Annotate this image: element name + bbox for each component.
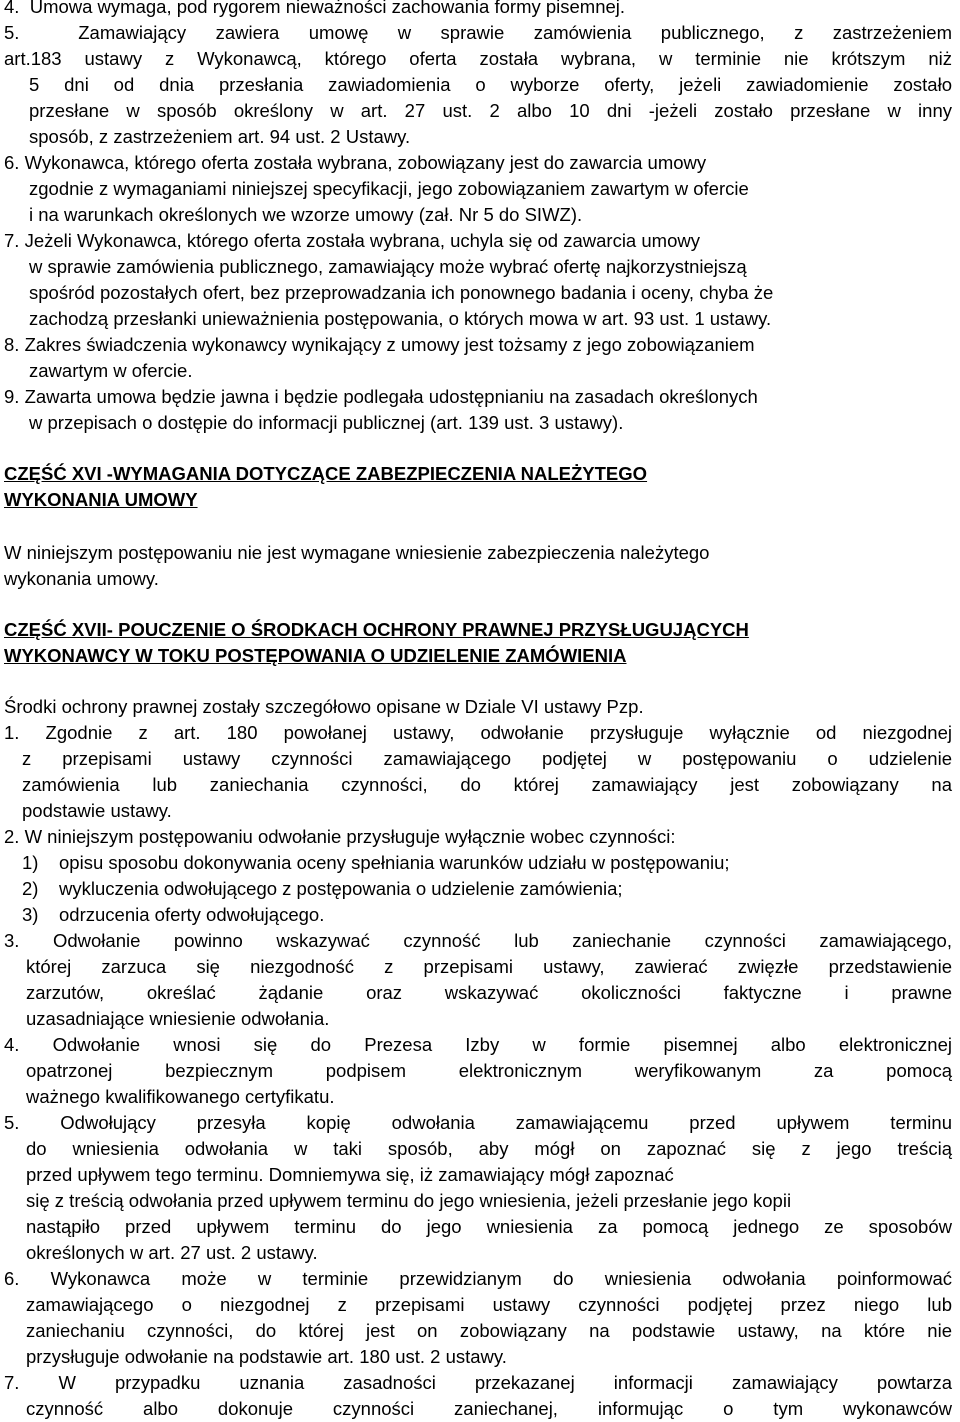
point-2-subitem-2: 2) wykluczenia odwołującego z postępowania o udzielenie zamówienia; [22,878,623,899]
item-9-line-1: 9. Zawarta umowa będzie jawna i będzie podlegała udostępnianiu na zasadach określonych [4,386,758,407]
item-5-line-4: przesłane w sposób określony w art. 27 ust. 2 albo 10 dni -jeżeli zostało przesłane w inny [29,100,952,121]
point-1-line-2: z przepisami ustawy czynności zamawiającego podjętej w postępowaniu o udzielenie [22,748,952,769]
point-5-line-1: 5. Odwołujący przesyła kopię odwołania zamawiającemu przed upływem terminu [4,1112,952,1133]
point-6-line-4: przysługuje odwołanie na podstawie art. 180 ust. 2 ustawy. [26,1346,507,1367]
section-xvi-body-line-1: W niniejszym postępowaniu nie jest wymagane wniesienie zabezpieczenia należytego [4,542,710,563]
point-5-line-2: do wniesienia odwołania w taki sposób, aby mógł on zapoznać się z jego treścią [26,1138,952,1159]
point-4-line-2: opatrzonej bezpiecznym podpisem elektronicznym weryfikowanym za pomocą [26,1060,952,1081]
section-xvii-heading-line-2: WYKONAWCY W TOKU POSTĘPOWANIA O UDZIELENIE ZAMÓWIENIA [4,645,627,666]
point-7-line-2: czynność albo dokonuje czynności zaniechanej, informując o tym wykonawców [26,1398,952,1419]
point-3-line-1: 3. Odwołanie powinno wskazywać czynność lub zaniechanie czynności zamawiającego, [4,930,952,951]
point-5-line-5: nastąpiło przed upływem terminu do jego wniesienia za pomocą jednego ze sposobów [26,1216,952,1237]
point-2-line-1: 2. W niniejszym postępowaniu odwołanie przysługuje wyłącznie wobec czynności: [4,826,676,847]
section-xvi-heading-line-1: CZĘŚĆ XVI -WYMAGANIA DOTYCZĄCE ZABEZPIECZENIA NALEŻYTEGO [4,463,648,484]
item-8-line-2: zawartym w ofercie. [29,360,193,381]
item-5-line-3: 5 dni od dnia przesłania zawiadomienia o wyborze oferty, jeżeli zawiadomienie zostało [29,74,952,95]
point-3-line-3: zarzutów, określać żądanie oraz wskazywać okoliczności faktyczne i prawne [26,982,952,1003]
item-7-line-2: w sprawie zamówienia publicznego, zamawiający może wybrać ofertę najkorzystniejszą [29,256,747,277]
point-6-line-3: zaniechaniu czynności, do której jest on zobowiązany na podstawie ustawy, na które nie [26,1320,952,1341]
section-xvi-body-line-2: wykonania umowy. [4,568,159,589]
item-5-line-2: art.183 ustawy z Wykonawcą, którego oferta została wybrana, w terminie nie krótszym niż [4,48,952,69]
point-1-line-4: podstawie ustawy. [22,800,172,821]
item-9-line-2: w przepisach o dostępie do informacji publicznej (art. 139 ust. 3 ustawy). [29,412,624,433]
point-2-subitem-1: 1) opisu sposobu dokonywania oceny spełniania warunków udziału w postępowaniu; [22,852,730,873]
point-4-line-1: 4. Odwołanie wnosi się do Prezesa Izby w formie pisemnej albo elektronicznej [4,1034,952,1055]
item-5-line-1: 5. Zamawiający zawiera umowę w sprawie zamówienia publicznego, z zastrzeżeniem [4,22,952,43]
point-3-line-4: uzasadniające wniesienie odwołania. [26,1008,330,1029]
item-7-line-3: spośród pozostałych ofert, bez przeprowadzania ich ponownego badania i oceny, chyba że [29,282,774,303]
point-1-line-3: zamówienia lub zaniechania czynności, do której zamawiający jest zobowiązany na [22,774,952,795]
section-xvi-heading-line-2: WYKONANIA UMOWY [4,489,198,510]
item-8-line-1: 8. Zakres świadczenia wykonawcy wynikający z umowy jest tożsamy z jego zobowiązaniem [4,334,755,355]
point-2-subitem-3: 3) odrzucenia oferty odwołującego. [22,904,325,925]
item-6-line-3: i na warunkach określonych we wzorze umowy (zał. Nr 5 do SIWZ). [29,204,583,225]
point-7-line-1: 7. W przypadku uznania zasadności przekazanej informacji zamawiający powtarza [4,1372,952,1393]
point-6-line-1: 6. Wykonawca może w terminie przewidzianym do wniesienia odwołania poinformować [4,1268,952,1289]
item-6-line-1: 6. Wykonawca, którego oferta została wybrana, zobowiązany jest do zawarcia umowy [4,152,707,173]
section-xvii-heading-line-1: CZĘŚĆ XVII- POUCZENIE O ŚRODKACH OCHRONY PRAWNEJ PRZYSŁUGUJĄCYCH [4,619,749,640]
point-3-line-2: której zarzuca się niezgodność z przepisami ustawy, zawierać zwięzłe przedstawienie [26,956,952,977]
section-xvii-intro: Środki ochrony prawnej zostały szczegółowo opisane w Dziale VI ustawy Pzp. [4,696,644,717]
point-1-line-1: 1. Zgodnie z art. 180 powołanej ustawy, odwołanie przysługuje wyłącznie od niezgodnej [4,722,952,743]
item-7-line-4: zachodzą przesłanki unieważnienia postępowania, o których mowa w art. 93 ust. 1 ustawy. [29,308,772,329]
item-4: 4. Umowa wymaga, pod rygorem nieważności zachowania formy pisemnej. [4,0,626,17]
point-5-line-6: określonych w art. 27 ust. 2 ustawy. [26,1242,318,1263]
point-5-line-4: się z treścią odwołania przed upływem terminu do jego wniesienia, jeżeli przesłanie jego kopii [26,1190,792,1211]
point-6-line-2: zamawiającego o niezgodnej z przepisami ustawy czynności podjętej przez niego lub [26,1294,952,1315]
item-6-line-2: zgodnie z wymaganiami niniejszej specyfikacji, jego zobowiązaniem zawartym w ofercie [29,178,749,199]
point-5-line-3: przed upływem tego terminu. Domniemywa się, iż zamawiający mógł zapoznać [26,1164,674,1185]
item-5-line-5: sposób, z zastrzeżeniem art. 94 ust. 2 Ustawy. [29,126,411,147]
point-4-line-3: ważnego kwalifikowanego certyfikatu. [26,1086,335,1107]
item-7-line-1: 7. Jeżeli Wykonawca, którego oferta została wybrana, uchyla się od zawarcia umowy [4,230,700,251]
